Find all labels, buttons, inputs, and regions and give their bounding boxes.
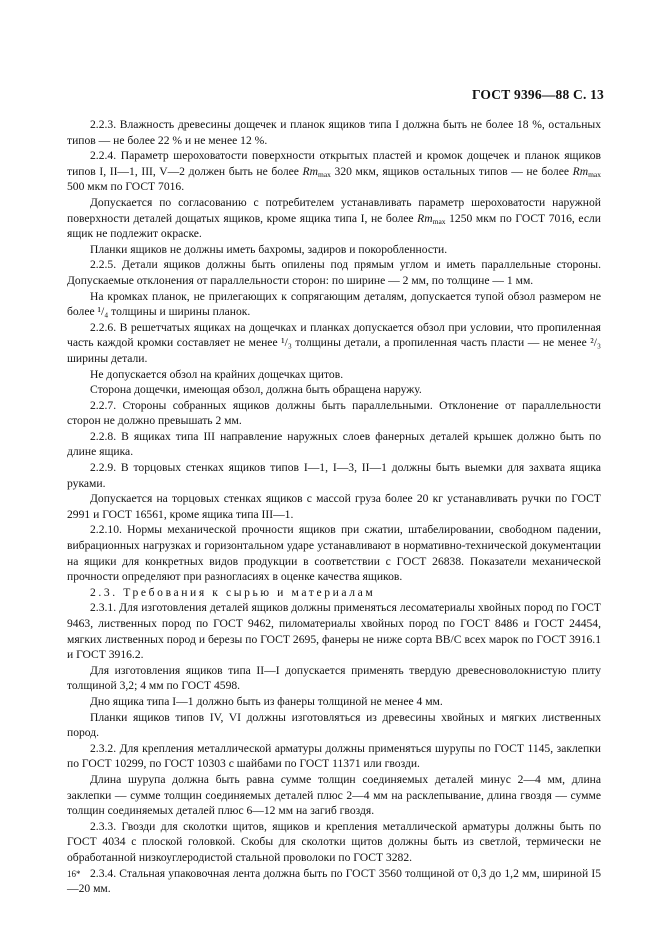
section-heading: 2.3. Требования к сырью и материалам [90, 585, 376, 599]
paragraph: Для изготовления ящиков типа II—I допускается применять твердую древесноволокнистую плиту толщиной 3,2; 4 мм по ГОСТ 4598. [67, 663, 601, 693]
paragraph: 2.3.2. Для крепления металлической арматуры должны применяться шурупы по ГОСТ 1145, заклепки по ГОСТ 10299, по ГОСТ 10303 с шайбами по ГОСТ 11371 или гвозди. [67, 741, 601, 771]
paragraph: 2.2.5. Детали ящиков должны быть опилены под прямым углом и иметь параллельные стороны. Допускаемые отклонения от параллельности сторон: по ширине — 2 мм, по толщине — 1 мм. [67, 258, 601, 287]
paragraph: Планки ящиков не должны иметь бахромы, задиров и покоробленности. [90, 242, 448, 256]
paragraph: Допускается по согласованию с потребителем устанавливать параметр шероховатости наружной поверхности деталей дощатых ящиков, кроме ящика типа I, не более $Rm_{max}$ 1250 мкм по ГОСТ 7016, если ящик не подлежит окраске. [67, 195, 601, 241]
paragraph: 2.2.3. Влажность древесины дощечек и планок ящиков типа I должна быть не более 18 %, остальных типов — не более 22 % и не менее 12 %. [67, 118, 601, 147]
paragraph: Сторона дощечки, имеющая обзол, должна быть обращена наружу. [90, 383, 422, 397]
paragraph: 2.3.1. Для изготовления деталей ящиков должны применяться лесоматериалы хвойных пород по ГОСТ 9463, лиственных пород по ГОСТ 9462, пиломатериалы хвойных пород по ГОСТ 8486 и ГОСТ 24454, мягких лиственных пород и березы по ГОСТ 2695, фанеры не ниже сорта ВВ/С всех марок по ГОСТ 3916.1 и ГОСТ 3916.2. [67, 601, 601, 662]
paragraph: Длина шурупа должна быть равна сумме толщин соединяемых деталей минус 2—4 мм, длина заклепки — сумме толщин соединяемых деталей плюс 2—4 мм на расклепывание, длина гвоздя — сумме толщин соединяемых деталей плюс 6—12 мм на загиб гвоздя. [67, 772, 601, 818]
page-header: ГОСТ 9396—88 С. 13 [471, 87, 604, 102]
paragraph: 2.2.8. В ящиках типа III направление наружных слоев фанерных деталей крышек должно быть по длине ящика. [67, 429, 601, 459]
paragraph: 2.3.3. Гвозди для сколотки щитов, ящиков и крепления металлической арматуры должны быть по ГОСТ 4034 с плоской головкой. Скобы для сколотки щитов должны быть из светлой, термически не обработанной низкоуглеродистой стальной проволоки по ГОСТ 3282. [67, 819, 601, 864]
paragraph: 2.2.9. В торцовых стенках ящиков типов I—1, I—3, II—1 должны быть выемки для захвата ящика руками. [67, 461, 601, 490]
paragraph: На кромках планок, не прилегающих к сопрягающим деталям, допускается тупой обзол размером не более ¹/₄ толщины и ширины планок. [67, 289, 601, 319]
paragraph: Не допускается обзол на крайних дощечках щитов. [90, 367, 344, 381]
paragraph: Дно ящика типа I—1 должно быть из фанеры толщиной не менее 4 мм. [90, 694, 443, 708]
paragraph: 2.2.4. Параметр шероховатости поверхности открытых пластей и кромок дощечек и планок ящиков типов I, II—1, III, V—2 должен быть не более $Rm_{max}$ 320 мкм, ящиков остальных типов — не более $Rm_{max}$ 500 мкм по ГОСТ 7016. [67, 149, 602, 194]
page-footer-mark: 16* [67, 869, 81, 879]
paragraph: Планки ящиков типов IV, VI должны изготовляться из древесины хвойных и мягких лиственных пород. [67, 710, 601, 740]
paragraph: Допускается на торцовых стенках ящиков с массой груза более 20 кг устанавливать ручки по ГОСТ 2991 и ГОСТ 16561, кроме ящика типа III—1. [67, 492, 601, 521]
paragraph: 2.2.6. В решетчатых ящиках на дощечках и планках допускается обзол при условии, что пропиленная часть каждой кромки составляет не менее ¹/₃ толщины детали, а пропиленная часть пласти — не менее ²/₃ ширины детали. [67, 320, 601, 365]
paragraph: 2.3.4. Стальная упаковочная лента должна быть по ГОСТ 3560 толщиной от 0,3 до 1,2 мм, шириной I5—20 мм. [67, 866, 601, 896]
paragraph: 2.2.10. Нормы механической прочности ящиков при сжатии, штабелировании, свободном падении, вибрационных нагрузках и горизонтальном ударе устанавливают в нормативно-технической документации на ящики для конкретных видов продукции в соответствии с ГОСТ 26838. Показатели механической прочности определяют при разногласиях в оценке качества ящиков. [67, 523, 601, 584]
document-body [67, 117, 601, 897]
paragraph: 2.2.7. Стороны собранных ящиков должны быть параллельными. Отклонение от параллельности сторон не должно превышать 2 мм. [67, 398, 601, 428]
